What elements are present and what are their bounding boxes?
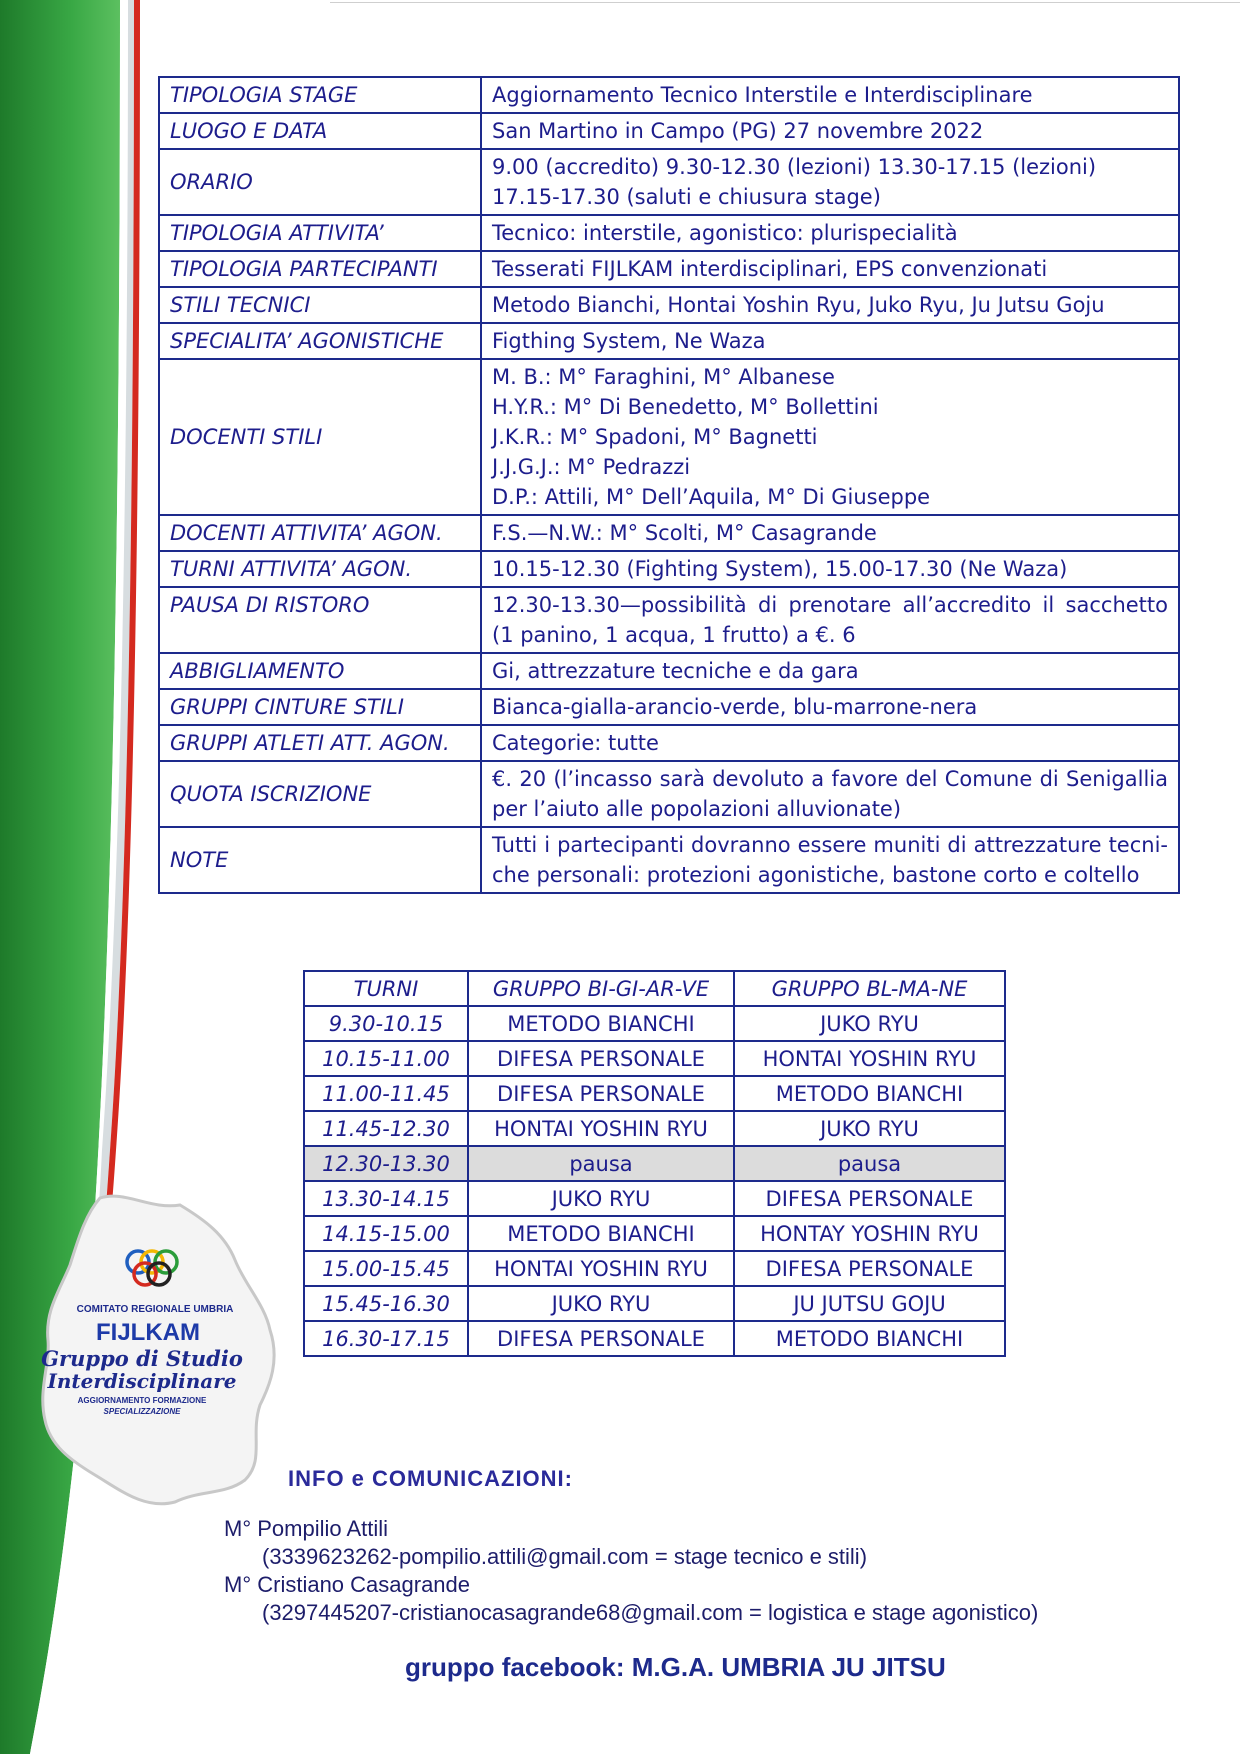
info-label: TIPOLOGIA STAGE [159,77,481,113]
info-label: ORARIO [159,149,481,215]
info-value: 10.15-12.30 (Fighting System), 15.00-17.30 (Ne Waza) [481,551,1179,587]
schedule-header-row [304,971,1005,1006]
schedule-row [304,1041,1005,1076]
info-label: STILI TECNICI [159,287,481,323]
schedule-cell: JUKO RYU [734,1111,1005,1146]
info-label: TIPOLOGIA ATTIVITA’ [159,215,481,251]
info-row [159,689,1179,725]
info-value: Metodo Bianchi, Hontai Yoshin Ryu, Juko Ryu, Ju Jutsu Goju [481,287,1179,323]
teacher-line: M. B.: M° Faraghini, M° Albanese [492,365,835,389]
schedule-cell: METODO BIANCHI [468,1216,734,1251]
info-row [159,251,1179,287]
info-value: €. 20 (l’incasso sarà devoluto a favore del Comune di Senigallia per l’aiuto alle popolazioni alluvionate) [481,761,1179,827]
logo-brand-text: FIJLKAM [96,1319,200,1346]
schedule-time: 11.45-12.30 [304,1111,468,1146]
schedule-header: TURNI [304,971,468,1006]
schedule-cell: HONTAI YOSHIN RYU [734,1041,1005,1076]
schedule-cell: JUKO RYU [734,1006,1005,1041]
schedule-cell: HONTAY YOSHIN RYU [734,1216,1005,1251]
schedule-row-pause [304,1146,1005,1181]
facebook-group-text: gruppo facebook: M.G.A. UMBRIA JU JITSU [405,1652,946,1682]
info-value: Tecnico: interstile, agonistico: plurispecialità [481,215,1179,251]
schedule-time: 15.45-16.30 [304,1286,468,1321]
info-label: DOCENTI STILI [159,359,481,515]
info-label: GRUPPI CINTURE STILI [159,689,481,725]
info-row [159,761,1179,827]
info-label: GRUPPI ATLETI ATT. AGON. [159,725,481,761]
schedule-time: 9.30-10.15 [304,1006,468,1041]
schedule-cell: pausa [468,1146,734,1181]
schedule-row [304,1076,1005,1111]
info-row [159,827,1179,893]
schedule-cell: DIFESA PERSONALE [468,1321,734,1356]
schedule-time: 16.30-17.15 [304,1321,468,1356]
teacher-line: J.J.G.J.: M° Pedrazzi [492,455,691,479]
info-row [159,287,1179,323]
schedule-cell: DIFESA PERSONALE [468,1041,734,1076]
schedule-time: 13.30-14.15 [304,1181,468,1216]
schedule-row [304,1181,1005,1216]
schedule-row [304,1286,1005,1321]
info-label: TURNI ATTIVITA’ AGON. [159,551,481,587]
fijlkam-umbria-logo [30,1190,290,1510]
schedule-time: 10.15-11.00 [304,1041,468,1076]
teacher-line: J.K.R.: M° Spadoni, M° Bagnetti [492,425,818,449]
contact-detail: (3339623262-pompilio.attili@gmail.com = stage tecnico e stili) [262,1544,868,1569]
schedule-table [303,970,1006,1357]
schedule-cell: JUKO RYU [468,1286,734,1321]
info-value: Gi, attrezzature tecniche e da gara [481,653,1179,689]
logo-line3-text: AGGIORNAMENTO FORMAZIONE [77,1396,207,1405]
teacher-line: D.P.: Attili, M° Dell’Aquila, M° Di Giuseppe [492,485,931,509]
info-row [159,113,1179,149]
logo-line4-text: SPECIALIZZAZIONE [103,1407,181,1416]
info-value: Categorie: tutte [481,725,1179,761]
schedule-time: 15.00-15.45 [304,1251,468,1286]
logo-line1-text: Gruppo di Studio [41,1346,243,1371]
info-label: TIPOLOGIA PARTECIPANTI [159,251,481,287]
schedule-time: 12.30-13.30 [304,1146,468,1181]
info-title: INFO e COMUNICAZIONI: [288,1466,573,1491]
teacher-line: H.Y.R.: M° Di Benedetto, M° Bollettini [492,395,879,419]
schedule-cell: METODO BIANCHI [734,1321,1005,1356]
top-rule [330,2,1240,3]
info-row [159,323,1179,359]
info-value: Bianca-gialla-arancio-verde, blu-marrone-nera [481,689,1179,725]
schedule-time: 11.00-11.45 [304,1076,468,1111]
schedule-cell: DIFESA PERSONALE [734,1251,1005,1286]
schedule-cell: DIFESA PERSONALE [468,1076,734,1111]
info-label: PAUSA DI RISTORO [159,587,481,653]
info-row [159,551,1179,587]
schedule-cell: METODO BIANCHI [468,1006,734,1041]
info-row [159,149,1179,215]
schedule-cell: JU JUTSU GOJU [734,1286,1005,1321]
schedule-cell: DIFESA PERSONALE [734,1181,1005,1216]
info-value: San Martino in Campo (PG) 27 novembre 2022 [481,113,1179,149]
schedule-row [304,1006,1005,1041]
info-row [159,359,1179,515]
schedule-cell: JUKO RYU [468,1181,734,1216]
logo-org-text: COMITATO REGIONALE UMBRIA [76,1304,234,1315]
stage-info-table [158,76,1180,894]
info-value: Figthing System, Ne Waza [481,323,1179,359]
info-value: 9.00 (accredito) 9.30-12.30 (lezioni) 13.30-17.15 (lezioni) 17.15-17.30 (saluti e chiusura stage) [481,149,1179,215]
schedule-cell: HONTAI YOSHIN RYU [468,1251,734,1286]
info-label: NOTE [159,827,481,893]
info-value: F.S.—N.W.: M° Scolti, M° Casagrande [481,515,1179,551]
info-value: 12.30-13.30—possibilità di prenotare all’accredito il sacchetto (1 panino, 1 acqua, 1 frutto) a €. 6 [481,587,1179,653]
info-value [481,359,1179,515]
schedule-cell: pausa [734,1146,1005,1181]
info-label: QUOTA ISCRIZIONE [159,761,481,827]
info-row [159,725,1179,761]
schedule-row [304,1216,1005,1251]
contact-name: M° Cristiano Casagrande [224,1572,471,1597]
info-value: Tutti i partecipanti dovranno essere muniti di attrezzature tecni-che personali: protezioni agonistiche, bastone corto e coltello [481,827,1179,893]
info-row [159,215,1179,251]
schedule-row [304,1251,1005,1286]
info-value: Aggiornamento Tecnico Interstile e Interdisciplinare [481,77,1179,113]
contact-detail: (3297445207-cristianocasagrande68@gmail.com = logistica e stage agonistico) [262,1600,1039,1625]
schedule-time: 14.15-15.00 [304,1216,468,1251]
info-label: LUOGO E DATA [159,113,481,149]
info-value: Tesserati FIJLKAM interdisciplinari, EPS convenzionati [481,251,1179,287]
logo-line2-text: Interdisciplinare [47,1369,237,1393]
info-row [159,587,1179,653]
info-row [159,77,1179,113]
contact-name: M° Pompilio Attili [224,1516,389,1541]
schedule-cell: METODO BIANCHI [734,1076,1005,1111]
schedule-row [304,1321,1005,1356]
schedule-header: GRUPPO BI-GI-AR-VE [468,971,734,1006]
schedule-cell: HONTAI YOSHIN RYU [468,1111,734,1146]
info-row [159,653,1179,689]
schedule-header: GRUPPO BL-MA-NE [734,971,1005,1006]
info-row [159,515,1179,551]
info-label: SPECIALITA’ AGONISTICHE [159,323,481,359]
info-label: ABBIGLIAMENTO [159,653,481,689]
schedule-row [304,1111,1005,1146]
info-label: DOCENTI ATTIVITA’ AGON. [159,515,481,551]
